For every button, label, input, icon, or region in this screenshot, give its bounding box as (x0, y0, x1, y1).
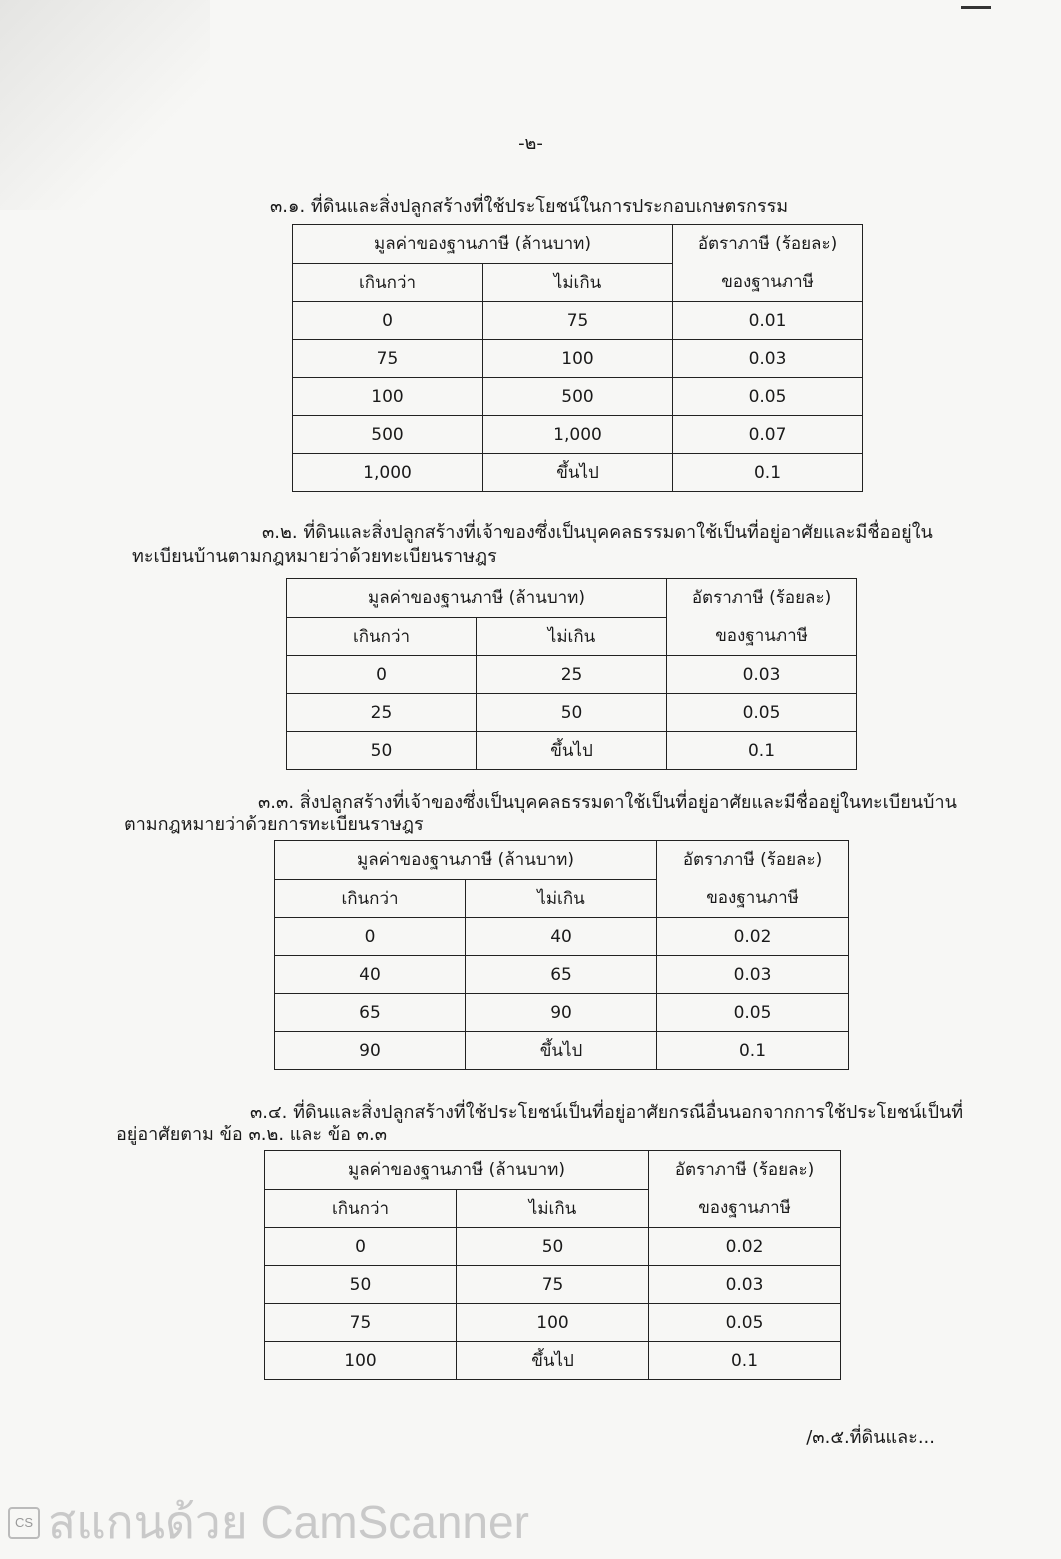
cell-not-over: 50 (477, 694, 667, 732)
section-3-3-continuation: ตามกฎหมายว่าด้วยการทะเบียนราษฎร (124, 814, 424, 835)
cell-rate: 0.05 (649, 1304, 841, 1342)
cell-not-over: ขึ้นไป (466, 1032, 657, 1070)
cell-over: 100 (293, 378, 483, 416)
cell-over: 0 (293, 302, 483, 340)
header-value: มูลค่าของฐานภาษี (ล้านบาท) (293, 225, 673, 264)
header-over: เกินกว่า (275, 879, 466, 918)
cell-not-over: 50 (457, 1228, 649, 1266)
section-3-4-continuation: อยู่อาศัยตาม ข้อ ๓.๒. และ ข้อ ๓.๓ (116, 1124, 387, 1145)
header-rate-line2: ของฐานภาษี (721, 272, 814, 292)
cell-not-over: ขึ้นไป (457, 1342, 649, 1380)
cell-not-over: 100 (457, 1304, 649, 1342)
table-row (287, 656, 857, 694)
header-over: เกินกว่า (287, 617, 477, 656)
header-not-over: ไม่เกิน (457, 1189, 649, 1228)
cell-rate: 0.07 (673, 416, 863, 454)
header-rate (649, 1151, 841, 1228)
header-value: มูลค่าของฐานภาษี (ล้านบาท) (265, 1151, 649, 1190)
table-row (293, 416, 863, 454)
cell-not-over: 75 (457, 1266, 649, 1304)
header-rate-line2: ของฐานภาษี (698, 1198, 791, 1218)
table-row (287, 732, 857, 770)
header-value: มูลค่าของฐานภาษี (ล้านบาท) (275, 841, 657, 880)
section-3-2-continuation: ทะเบียนบ้านตามกฎหมายว่าด้วยทะเบียนราษฎร (132, 546, 497, 567)
table-row (293, 378, 863, 416)
next-page-reference: /๓.๕.ที่ดินและ... (806, 1427, 935, 1448)
header-rate (657, 841, 849, 918)
table-row (293, 454, 863, 492)
cell-rate: 0.05 (657, 994, 849, 1032)
cell-rate: 0.02 (657, 918, 849, 956)
rate-table-3-1 (292, 224, 863, 492)
page-number: -๒- (518, 133, 543, 154)
header-over: เกินกว่า (265, 1189, 457, 1228)
section-3-1-heading: ๓.๑. ที่ดินและสิ่งปลูกสร้างที่ใช้ประโยชน์ในการประกอบเกษตรกรรม (270, 196, 789, 217)
cell-not-over: ขึ้นไป (477, 732, 667, 770)
cell-rate: 0.1 (673, 454, 863, 492)
cell-not-over: 90 (466, 994, 657, 1032)
header-not-over: ไม่เกิน (483, 263, 673, 302)
header-rate (673, 225, 863, 302)
cell-rate: 0.03 (649, 1266, 841, 1304)
cell-over: 0 (287, 656, 477, 694)
table-row (275, 1032, 849, 1070)
cell-rate: 0.05 (673, 378, 863, 416)
header-rate-line1: อัตราภาษี (ร้อยละ) (697, 234, 838, 254)
cell-rate: 0.01 (673, 302, 863, 340)
scan-shadow (0, 0, 210, 210)
header-not-over: ไม่เกิน (466, 879, 657, 918)
cell-not-over: 1,000 (483, 416, 673, 454)
cell-over: 75 (293, 340, 483, 378)
section-3-3-heading: ๓.๓. สิ่งปลูกสร้างที่เจ้าของซึ่งเป็นบุคคลธรรมดาใช้เป็นที่อยู่อาศัยและมีชื่ออยู่ในทะเบียนบ้าน (258, 792, 957, 813)
cell-rate: 0.1 (667, 732, 857, 770)
cell-rate: 0.03 (667, 656, 857, 694)
section-3-4-heading: ๓.๔. ที่ดินและสิ่งปลูกสร้างที่ใช้ประโยชน์เป็นที่อยู่อาศัยกรณีอื่นนอกจากการใช้ประโยชน์เป็นที่ (250, 1102, 964, 1123)
scanner-watermark (8, 1486, 529, 1559)
table-row (265, 1266, 841, 1304)
section-3-2-heading: ๓.๒. ที่ดินและสิ่งปลูกสร้างที่เจ้าของซึ่งเป็นบุคคลธรรมดาใช้เป็นที่อยู่อาศัยและมีชื่ออยู่ใน (262, 522, 933, 543)
cell-not-over: 25 (477, 656, 667, 694)
header-rate (667, 579, 857, 656)
camscanner-logo-icon: CS (8, 1507, 40, 1539)
cell-not-over: 100 (483, 340, 673, 378)
header-rate-line2: ของฐานภาษี (706, 888, 799, 908)
cell-over: 0 (275, 918, 466, 956)
cell-over: 40 (275, 956, 466, 994)
cell-over: 500 (293, 416, 483, 454)
header-value: มูลค่าของฐานภาษี (ล้านบาท) (287, 579, 667, 618)
cell-not-over: 65 (466, 956, 657, 994)
header-rate-line1: อัตราภาษี (ร้อยละ) (691, 588, 832, 608)
table-row (293, 302, 863, 340)
cell-not-over: ขึ้นไป (483, 454, 673, 492)
table-row (287, 694, 857, 732)
cell-over: 75 (265, 1304, 457, 1342)
table-row (275, 956, 849, 994)
table-row (275, 918, 849, 956)
cell-rate: 0.03 (657, 956, 849, 994)
cell-over: 0 (265, 1228, 457, 1266)
table-row (293, 340, 863, 378)
watermark-text: สแกนด้วย CamScanner (48, 1496, 529, 1548)
cell-over: 90 (275, 1032, 466, 1070)
rate-table-3-4 (264, 1150, 841, 1380)
cell-not-over: 500 (483, 378, 673, 416)
table-row (265, 1228, 841, 1266)
table-row (265, 1342, 841, 1380)
rate-table-3-3 (274, 840, 849, 1070)
cell-over: 65 (275, 994, 466, 1032)
header-rate-line1: อัตราภาษี (ร้อยละ) (674, 1160, 815, 1180)
cell-over: 50 (287, 732, 477, 770)
cell-over: 25 (287, 694, 477, 732)
header-rate-line2: ของฐานภาษี (715, 626, 808, 646)
cell-rate: 0.05 (667, 694, 857, 732)
cell-rate: 0.1 (649, 1342, 841, 1380)
table-row (275, 994, 849, 1032)
cell-not-over: 75 (483, 302, 673, 340)
rate-table-3-2 (286, 578, 857, 770)
cell-rate: 0.02 (649, 1228, 841, 1266)
cell-rate: 0.1 (657, 1032, 849, 1070)
scan-mark (961, 6, 991, 9)
header-rate-line1: อัตราภาษี (ร้อยละ) (682, 850, 823, 870)
cell-over: 100 (265, 1342, 457, 1380)
header-not-over: ไม่เกิน (477, 617, 667, 656)
cell-over: 1,000 (293, 454, 483, 492)
cell-not-over: 40 (466, 918, 657, 956)
header-over: เกินกว่า (293, 263, 483, 302)
cell-over: 50 (265, 1266, 457, 1304)
cell-rate: 0.03 (673, 340, 863, 378)
table-row (265, 1304, 841, 1342)
